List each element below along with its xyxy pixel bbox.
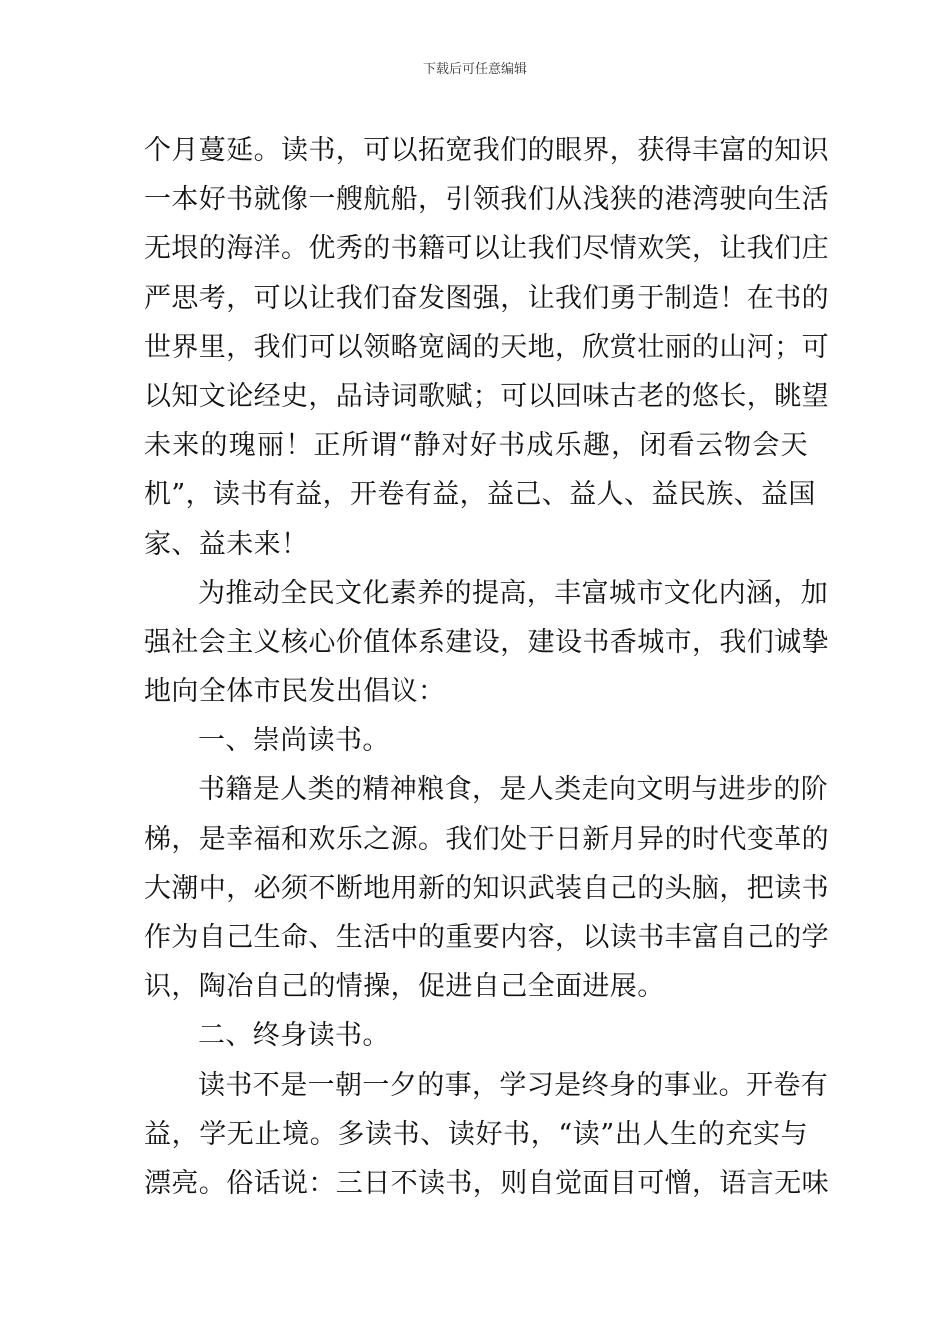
text-line: 识，陶冶自己的情操，促进自己全面进展。 [144, 971, 665, 1003]
text-line: 以知文论经史，品诗词歌赋；可以回味古老的悠长，眺望 [144, 380, 829, 412]
text-line: 为推动全民文化素养的提高，丰富城市文化内涵，加 [198, 577, 829, 609]
text-line: 梯，是幸福和欢乐之源。我们处于日新月异的时代变革的 [144, 823, 829, 855]
text-line: 个月蔓延。读书，可以拓宽我们的眼界，获得丰富的知识 [144, 135, 829, 166]
text-line: 家、益未来！ [144, 528, 309, 560]
section-heading-2 [144, 1011, 808, 1060]
page-header: 下载后可任意编辑 [422, 62, 527, 77]
text-line: 地向全体市民发出倡议： [144, 676, 446, 708]
section-heading: 一、崇尚读书。 [198, 725, 390, 757]
section-heading-1 [144, 716, 808, 765]
text-line: 书籍是人类的精神粮食，是人类走向文明与进步的阶 [198, 774, 829, 806]
text-line: 一本好书就像一艘航船，引领我们从浅狭的港湾驶向生活 [144, 184, 829, 216]
text-line: 机”，读书有益，开卷有益，益己、益人、益民族、益国 [144, 479, 816, 511]
text-line: 世界里，我们可以领略宽阔的天地，欣赏壮丽的山河；可 [144, 331, 829, 363]
paragraph-2 [144, 569, 829, 717]
paragraph-3 [144, 765, 829, 1011]
text-line: 益，学无止境。多读书、读好书，“读”出人生的充实与 [144, 1118, 808, 1150]
text-line: 强社会主义核心价值体系建设，建设书香城市，我们诚挚 [144, 626, 829, 658]
text-line: 作为自己生命、生活中的重要内容，以读书丰富自己的学 [144, 922, 829, 953]
section-heading: 二、终身读书。 [198, 1020, 390, 1052]
text-line: 未来的瑰丽！正所谓“静对好书成乐趣，闭看云物会天 [144, 430, 808, 462]
paragraph-1 [144, 126, 829, 569]
text-line: 漂亮。俗话说：三日不读书，则自觉面目可憎，语言无味 [144, 1167, 829, 1199]
paragraph-4 [144, 1061, 829, 1209]
text-line: 读书不是一朝一夕的事，学习是终身的事业。开卷有 [198, 1069, 829, 1101]
document-body [144, 126, 829, 1208]
text-line: 大潮中，必须不断地用新的知识武装自己的头脑，把读书 [144, 872, 829, 904]
text-line: 无垠的海洋。优秀的书籍可以让我们尽情欢笑，让我们庄 [144, 233, 829, 265]
text-line: 严思考，可以让我们奋发图强，让我们勇于制造！在书的 [144, 282, 829, 314]
